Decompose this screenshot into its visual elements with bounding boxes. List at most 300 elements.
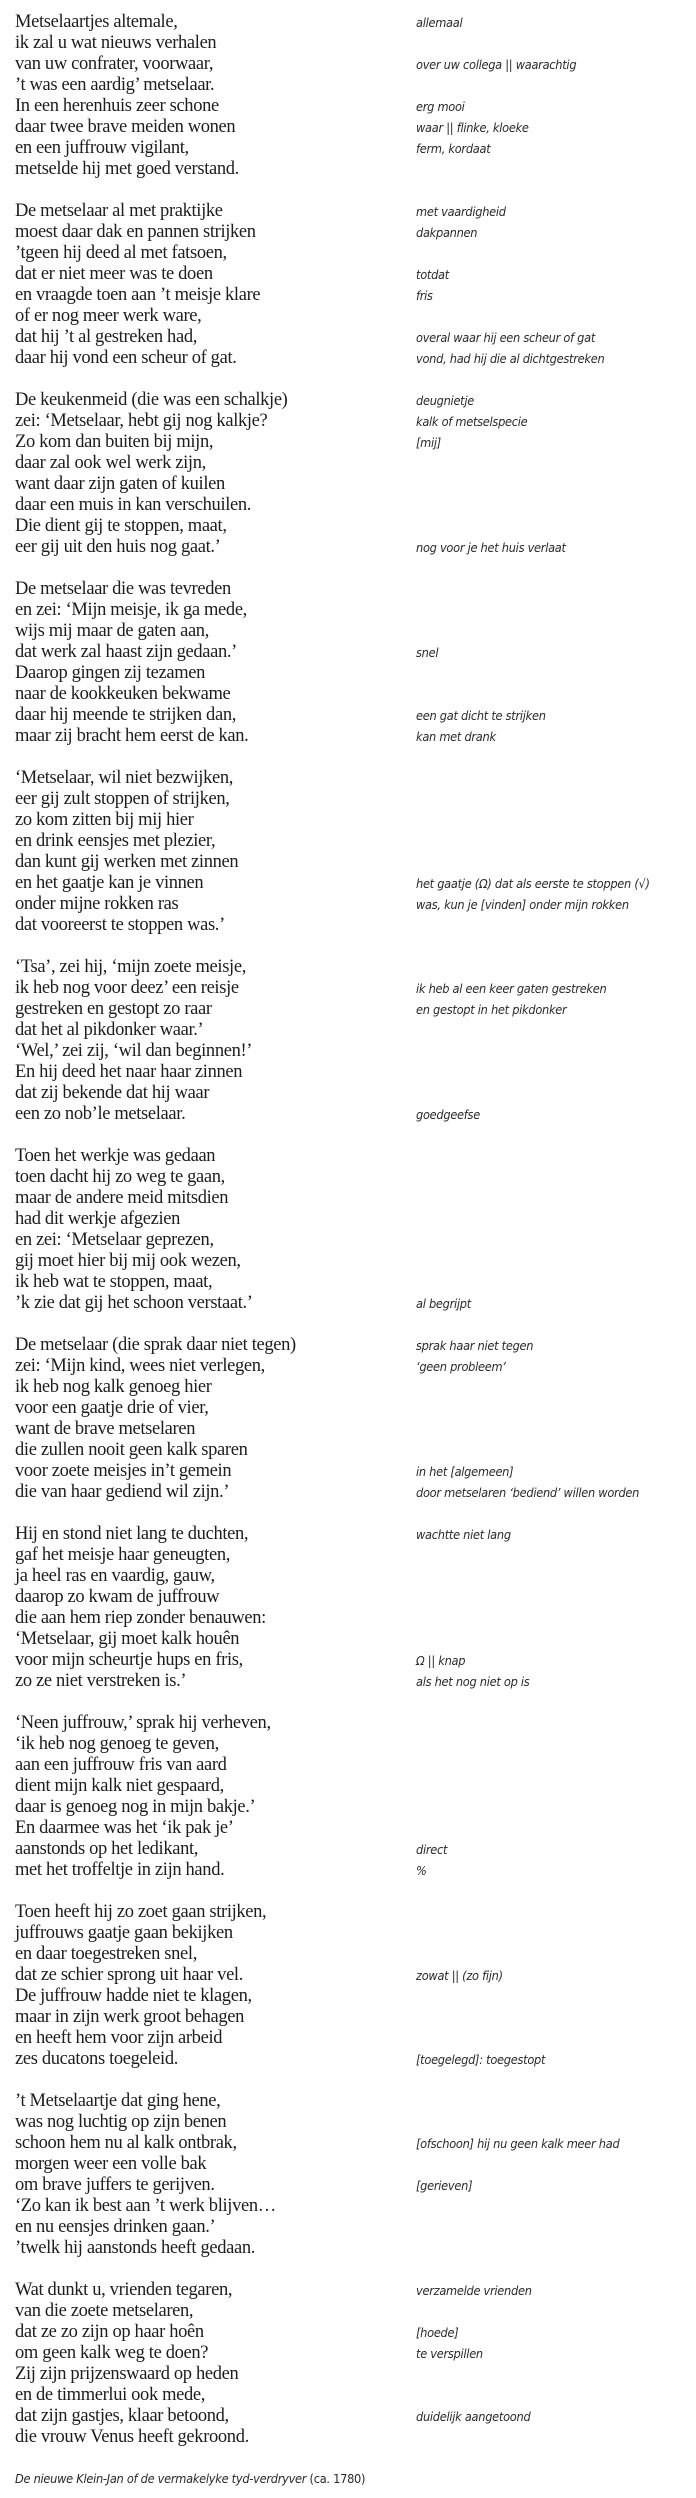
stanza-7: [15, 1146, 685, 1314]
poem-line: [15, 1839, 685, 1860]
gloss-note: [416, 768, 663, 789]
verse-text: daar een muis in kan verschuilen.: [15, 495, 252, 515]
verse-text: daarop zo kwam de juffrouw: [15, 1587, 220, 1607]
poem-line: [15, 1230, 685, 1251]
gloss-note: [416, 1041, 663, 1062]
poem-line: [15, 264, 685, 285]
verse-text: Daarop gingen zij tezamen: [15, 663, 206, 683]
poem-line: [15, 1293, 685, 1314]
gloss-note: al begrijpt: [416, 1296, 471, 1311]
verse-text: Zo kom dan buiten bij mijn,: [15, 432, 214, 452]
gloss-note: [416, 453, 663, 474]
poem-line: [15, 96, 685, 117]
verse-text: dat hij ’t al gestreken had,: [15, 327, 197, 347]
poem: [15, 12, 685, 2469]
verse-text: of er nog meer werk ware,: [15, 306, 202, 326]
verse-text: ‘ik heb nog genoeg te geven,: [15, 1734, 219, 1754]
verse-text: zei: ‘Mijn kind, wees niet verlegen,: [15, 1356, 265, 1376]
gloss-note: [416, 159, 663, 180]
poem-line: [15, 453, 685, 474]
gloss-note: over uw collega || waarachtig: [416, 57, 577, 72]
verse-text: Metselaartjes altemale,: [15, 12, 178, 32]
gloss-note: [416, 1986, 663, 2007]
gloss-note: [416, 915, 663, 936]
poem-line: [15, 1944, 685, 1965]
verse-text: voor zoete meisjes in’t gemein: [15, 1461, 232, 1481]
poem-line: [15, 33, 685, 54]
gloss-note: [416, 2385, 663, 2406]
poem-line: [15, 1377, 685, 1398]
verse-text: dat werk zal haast zijn gedaan.’: [15, 642, 237, 662]
gloss-note: [416, 1545, 663, 1566]
verse-text: dat er niet meer was te doen: [15, 264, 213, 284]
poem-line: [15, 1104, 685, 1125]
verse-text: dat vooreerst te stoppen was.’: [15, 915, 225, 935]
verse-text: zo kom zitten bij mij hier: [15, 810, 194, 830]
verse-text: ik zal u wat nieuws verhalen: [15, 33, 217, 53]
poem-line: [15, 1671, 685, 1692]
poem-line: [15, 1566, 685, 1587]
gloss-note: [416, 1713, 663, 1734]
gloss-note: [416, 1398, 663, 1419]
gloss-note: ‘geen probleem’: [416, 1359, 506, 1374]
gloss-note: wachtte niet lang: [416, 1527, 511, 1542]
gloss-note: [416, 1251, 663, 1272]
poem-line: [15, 1650, 685, 1671]
gloss-note: [416, 474, 663, 495]
poem-line: [15, 894, 685, 915]
stanza-4: [15, 579, 685, 747]
gloss-note: overal waar hij een scheur of gat: [416, 330, 596, 345]
gloss-note: [416, 2091, 663, 2112]
verse-text: eer gij uit den huis nog gaat.’: [15, 537, 221, 557]
gloss-note: [416, 1020, 663, 1041]
gloss-note: [416, 1755, 663, 1776]
poem-line: [15, 684, 685, 705]
verse-text: en zei: ‘Mijn meisje, ik ga mede,: [15, 600, 247, 620]
gloss-note: [416, 789, 663, 810]
poem-line: [15, 2112, 685, 2133]
gloss-note: ferm, kordaat: [416, 141, 491, 156]
poem-line: [15, 1272, 685, 1293]
gloss-note: [416, 1566, 663, 1587]
gloss-note: [416, 957, 663, 978]
gloss-note: [416, 663, 663, 684]
poem-line: [15, 495, 685, 516]
gloss-note: allemaal: [416, 15, 463, 30]
poem-line: [15, 12, 685, 33]
gloss-note: [416, 684, 663, 705]
verse-text: want de brave metselaren: [15, 1419, 196, 1439]
gloss-note: [416, 33, 663, 54]
verse-text: en het gaatje kan je vinnen: [15, 873, 204, 893]
gloss-note: [416, 1608, 663, 1629]
verse-text: ’k zie dat gij het schoon verstaat.’: [15, 1293, 253, 1313]
poem-line: [15, 516, 685, 537]
poem-line: [15, 2133, 685, 2154]
verse-text: zei: ‘Metselaar, hebt gij nog kalkje?: [15, 411, 268, 431]
gloss-note: [ofschoon] hij nu geen kalk meer had: [416, 2136, 620, 2151]
gloss-note: [416, 2301, 663, 2322]
verse-text: had dit werkje afgezien: [15, 1209, 181, 1229]
verse-text: schoon hem nu al kalk ontbrak,: [15, 2133, 237, 2153]
verse-text: De metselaar (die sprak daar niet tegen): [15, 1335, 296, 1355]
gloss-note: [416, 1062, 663, 1083]
gloss-note: [416, 1923, 663, 1944]
poem-line: [15, 285, 685, 306]
verse-text: een zo nob’le metselaar.: [15, 1104, 186, 1124]
gloss-note: [416, 2427, 663, 2448]
verse-text: Die dient gij te stoppen, maat,: [15, 516, 227, 536]
verse-text: ’tgeen hij deed al met fatsoen,: [15, 243, 227, 263]
gloss-note: [416, 810, 663, 831]
gloss-note: [416, 2028, 663, 2049]
gloss-note: [416, 1944, 663, 1965]
verse-text: De metselaar die was tevreden: [15, 579, 231, 599]
gloss-note: [416, 831, 663, 852]
poem-line: [15, 726, 685, 747]
verse-text: dient mijn kalk niet gespaard,: [15, 1776, 224, 1796]
verse-text: ik heb wat te stoppen, maat,: [15, 1272, 213, 1292]
verse-text: maar in zijn werk groot behagen: [15, 2007, 245, 2027]
verse-text: was nog luchtig op zijn benen: [15, 2112, 227, 2132]
poem-line: [15, 1209, 685, 1230]
gloss-note: te verspillen: [416, 2346, 483, 2361]
poem-line: [15, 1041, 685, 1062]
poem-line: [15, 348, 685, 369]
gloss-note: [416, 1776, 663, 1797]
verse-text: In een herenhuis zeer schone: [15, 96, 219, 116]
verse-text: ik heb nog kalk genoeg hier: [15, 1377, 212, 1397]
poem-line: [15, 1923, 685, 1944]
stanza-11: [15, 1902, 685, 2070]
stanza-13: [15, 2280, 685, 2448]
poem-line: [15, 1356, 685, 1377]
verse-text: naar de kookkeuken bekwame: [15, 684, 231, 704]
verse-text: ‘Metselaar, gij moet kalk houên: [15, 1629, 240, 1649]
poem-line: [15, 201, 685, 222]
verse-text: die vrouw Venus heeft gekroond.: [15, 2427, 249, 2447]
gloss-note: [416, 2007, 663, 2028]
poem-line: [15, 831, 685, 852]
gloss-note: het gaatje (Ω) dat als eerste te stoppen (√): [416, 876, 650, 891]
poem-line: [15, 1587, 685, 1608]
gloss-note: [416, 1440, 663, 1461]
gloss-note: snel: [416, 645, 439, 660]
verse-text: eer gij zult stoppen of strijken,: [15, 789, 230, 809]
gloss-note: nog voor je het huis verlaat: [416, 540, 566, 555]
gloss-note: [416, 1167, 663, 1188]
gloss-note: vond, had hij die al dichtgestreken: [416, 351, 605, 366]
verse-text: aanstonds op het ledikant,: [15, 1839, 199, 1859]
verse-text: Wat dunkt u, vrienden tegaren,: [15, 2280, 233, 2300]
gloss-note: [416, 2217, 663, 2238]
poem-line: [15, 852, 685, 873]
poem-line: [15, 1167, 685, 1188]
gloss-note: [mij]: [416, 435, 441, 450]
poem-line: [15, 915, 685, 936]
verse-text: ja heel ras en vaardig, gauw,: [15, 1566, 215, 1586]
gloss-note: [416, 1188, 663, 1209]
poem-line: [15, 2091, 685, 2112]
gloss-note: een gat dicht te strijken: [416, 708, 546, 723]
verse-text: Toen heeft hij zo zoet gaan strijken,: [15, 1902, 267, 1922]
gloss-note: [416, 1629, 663, 1650]
verse-text: De keukenmeid (die was een schalkje): [15, 390, 288, 410]
verse-text: daar hij vond een scheur of gat.: [15, 348, 237, 368]
verse-text: En daarmee was het ‘ik pak je’: [15, 1818, 234, 1838]
poem-line: [15, 768, 685, 789]
verse-text: voor mijn scheurtje hups en fris,: [15, 1650, 243, 1670]
poem-line: [15, 432, 685, 453]
verse-text: die aan hem riep zonder benauwen:: [15, 1608, 266, 1628]
poem-line: [15, 957, 685, 978]
gloss-note: [416, 1083, 663, 1104]
verse-text: daar hij meende te strijken dan,: [15, 705, 236, 725]
gloss-note: [416, 1734, 663, 1755]
stanza-6: [15, 957, 685, 1125]
poem-line: [15, 537, 685, 558]
verse-text: van uw confrater, voorwaar,: [15, 54, 214, 74]
verse-text: onder mijne rokken ras: [15, 894, 179, 914]
stanza-8: [15, 1335, 685, 1503]
gloss-note: [toegelegd]: toegestopt: [416, 2052, 546, 2067]
gloss-note: [416, 1587, 663, 1608]
verse-text: en een juffrouw vigilant,: [15, 138, 189, 158]
gloss-note: duidelijk aangetoond: [416, 2409, 531, 2424]
gloss-note: [416, 2238, 663, 2259]
verse-text: metselde hij met goed verstand.: [15, 159, 239, 179]
poem-line: [15, 2322, 685, 2343]
poem-line: [15, 243, 685, 264]
gloss-note: direct: [416, 1842, 448, 1857]
verse-text: ’t Metselaartje dat ging hene,: [15, 2091, 221, 2111]
verse-text: om geen kalk weg te doen?: [15, 2343, 209, 2363]
verse-text: en vraagde toen aan ’t meisje klare: [15, 285, 261, 305]
poem-line: [15, 1776, 685, 1797]
stanza-3: [15, 390, 685, 558]
gloss-note: [416, 1272, 663, 1293]
poem-line: [15, 705, 685, 726]
gloss-note: kan met drank: [416, 729, 496, 744]
verse-text: want daar zijn gaten of kuilen: [15, 474, 225, 494]
verse-text: zes ducatons toegeleid.: [15, 2049, 179, 2069]
poem-line: [15, 1461, 685, 1482]
verse-text: De metselaar al met praktijke: [15, 201, 223, 221]
poem-line: [15, 999, 685, 1020]
verse-text: En hij deed het naar haar zinnen: [15, 1062, 243, 1082]
gloss-note: erg mooi: [416, 99, 465, 114]
verse-text: De juffrouw hadde niet te klagen,: [15, 1986, 252, 2006]
poem-line: [15, 75, 685, 96]
verse-text: en daar toegestreken snel,: [15, 1944, 197, 1964]
gloss-note: [416, 600, 663, 621]
verse-text: gaf het meisje haar geneugten,: [15, 1545, 230, 1565]
gloss-note: [416, 243, 663, 264]
verse-text: wijs mij maar de gaten aan,: [15, 621, 209, 641]
poem-line: [15, 1965, 685, 1986]
verse-text: toen dacht hij zo weg te gaan,: [15, 1167, 225, 1187]
poem-line: [15, 411, 685, 432]
poem-line: [15, 2154, 685, 2175]
verse-text: moest daar dak en pannen strijken: [15, 222, 256, 242]
verse-text: juffrouws gaatje gaan bekijken: [15, 1923, 233, 1943]
stanza-10: [15, 1713, 685, 1881]
source-date: (ca. 1780): [306, 2471, 366, 2486]
verse-text: maar zij bracht hem eerst de kan.: [15, 726, 249, 746]
verse-text: ik heb nog voor deez’ een reisje: [15, 978, 239, 998]
poem-line: [15, 159, 685, 180]
poem-line: [15, 2364, 685, 2385]
verse-text: maar de andere meid mitsdien: [15, 1188, 229, 1208]
verse-text: Hij en stond niet lang te duchten,: [15, 1524, 249, 1544]
poem-line: [15, 600, 685, 621]
poem-line: [15, 579, 685, 600]
verse-text: dat ze zo zijn op haar hoên: [15, 2322, 204, 2342]
poem-line: [15, 390, 685, 411]
poem-line: [15, 2028, 685, 2049]
poem-line: [15, 1524, 685, 1545]
poem-line: [15, 642, 685, 663]
gloss-note: deugnietje: [416, 393, 475, 408]
poem-line: [15, 2175, 685, 2196]
verse-text: voor een gaatje drie of vier,: [15, 1398, 209, 1418]
verse-text: ’twelk hij aanstonds heeft gedaan.: [15, 2238, 256, 2258]
gloss-note: [416, 1146, 663, 1167]
source-caption: [15, 2471, 365, 2486]
poem-line: [15, 663, 685, 684]
poem-line: [15, 1020, 685, 1041]
gloss-note: Ω || knap: [416, 1653, 466, 1668]
verse-text: om brave juffers te gerijven.: [15, 2175, 215, 2195]
poem-line: [15, 1062, 685, 1083]
gloss-note: [416, 495, 663, 516]
verse-text: daar zal ook wel werk zijn,: [15, 453, 206, 473]
verse-text: morgen weer een volle bak: [15, 2154, 207, 2174]
verse-text: die zullen nooit geen kalk sparen: [15, 1440, 248, 1460]
poem-line: [15, 1251, 685, 1272]
poem-line: [15, 621, 685, 642]
poem-line: [15, 1629, 685, 1650]
poem-line: [15, 327, 685, 348]
poem-line: [15, 1398, 685, 1419]
verse-text: dan kunt gij werken met zinnen: [15, 852, 239, 872]
gloss-note: sprak haar niet tegen: [416, 1338, 534, 1353]
gloss-note: door metselaren ‘bediend’ willen worden: [416, 1485, 640, 1500]
poem-line: [15, 2238, 685, 2259]
poem-line: [15, 810, 685, 831]
poem-line: [15, 2385, 685, 2406]
poem-line: [15, 1482, 685, 1503]
gloss-note: [416, 2364, 663, 2385]
gloss-note: [416, 1230, 663, 1251]
gloss-note: kalk of metselspecie: [416, 414, 528, 429]
gloss-note: [416, 852, 663, 873]
verse-text: en nu eensjes drinken gaan.’: [15, 2217, 216, 2237]
poem-line: [15, 1818, 685, 1839]
verse-text: dat het al pikdonker waar.’: [15, 1020, 204, 1040]
verse-text: gestreken en gestopt zo raar: [15, 999, 212, 1019]
poem-line: [15, 1860, 685, 1881]
gloss-note: waar || flinke, kloeke: [416, 120, 529, 135]
verse-text: ‘Wel,’ zei zij, ‘wil dan beginnen!’: [15, 1041, 253, 1061]
gloss-note: als het nog niet op is: [416, 1674, 530, 1689]
poem-line: [15, 1419, 685, 1440]
verse-text: daar is genoeg nog in mijn bakje.’: [15, 1797, 256, 1817]
verse-text: daar twee brave meiden wonen: [15, 117, 236, 137]
poem-line: [15, 2217, 685, 2238]
poem-line: [15, 789, 685, 810]
gloss-note: [416, 1419, 663, 1440]
verse-text: ‘Zo kan ik best aan ’t werk blijven…: [15, 2196, 276, 2216]
verse-text: aan een juffrouw fris van aard: [15, 1755, 227, 1775]
gloss-note: [416, 1902, 663, 1923]
gloss-note: [416, 1797, 663, 1818]
gloss-note: [gerieven]: [416, 2178, 473, 2193]
verse-text: ‘Neen juffrouw,’ sprak hij verheven,: [15, 1713, 271, 1733]
poem-line: [15, 1713, 685, 1734]
gloss-note: [416, 1209, 663, 1230]
verse-text: en drink eensjes met plezier,: [15, 831, 216, 851]
verse-text: dat zijn gastjes, klaar betoond,: [15, 2406, 229, 2426]
stanza-9: [15, 1524, 685, 1692]
verse-text: Toen het werkje was gedaan: [15, 1146, 216, 1166]
gloss-note: [416, 621, 663, 642]
gloss-note: %: [416, 1863, 427, 1878]
verse-text: en zei: ‘Metselaar geprezen,: [15, 1230, 214, 1250]
gloss-note: [416, 2154, 663, 2175]
gloss-note: totdat: [416, 267, 449, 282]
gloss-note: ik heb al een keer gaten gestreken: [416, 981, 607, 996]
poem-line: [15, 978, 685, 999]
gloss-note: verzamelde vrienden: [416, 2283, 532, 2298]
verse-text: Zij zijn prijzenswaard op heden: [15, 2364, 239, 2384]
poem-line: [15, 873, 685, 894]
poem-line: [15, 2280, 685, 2301]
verse-text: die van haar gediend wil zijn.’: [15, 1482, 230, 1502]
poem-line: [15, 1755, 685, 1776]
poem-line: [15, 474, 685, 495]
poem-line: [15, 1440, 685, 1461]
gloss-note: [416, 2112, 663, 2133]
poem-line: [15, 138, 685, 159]
poem-line: [15, 2196, 685, 2217]
poem-line: [15, 2343, 685, 2364]
poem-line: [15, 1083, 685, 1104]
verse-text: ’t was een aardig’ metselaar.: [15, 75, 215, 95]
verse-text: van die zoete metselaren,: [15, 2301, 194, 2321]
poem-line: [15, 1734, 685, 1755]
gloss-note: in het [algemeen]: [416, 1464, 514, 1479]
gloss-note: en gestopt in het pikdonker: [416, 1002, 567, 1017]
poem-line: [15, 1986, 685, 2007]
poem-line: [15, 306, 685, 327]
gloss-note: goedgeefse: [416, 1107, 480, 1122]
verse-text: en heeft hem voor zijn arbeid: [15, 2028, 223, 2048]
verse-text: ‘Metselaar, wil niet bezwijken,: [15, 768, 234, 788]
poem-line: [15, 2406, 685, 2427]
poem-line: [15, 54, 685, 75]
verse-text: zo ze niet verstreken is.’: [15, 1671, 187, 1691]
verse-text: dat ze schier sprong uit haar vel.: [15, 1965, 243, 1985]
poem-line: [15, 1797, 685, 1818]
gloss-note: [416, 2196, 663, 2217]
gloss-note: zowat || (zo fijn): [416, 1968, 503, 1983]
gloss-note: was, kun je [vinden] onder mijn rokken: [416, 897, 629, 912]
verse-text: dat zij bekende dat hij waar: [15, 1083, 210, 1103]
source-title: De nieuwe Klein-Jan of de vermakelyke tyd-verdryver: [15, 2471, 307, 2486]
gloss-note: [hoede]: [416, 2325, 459, 2340]
